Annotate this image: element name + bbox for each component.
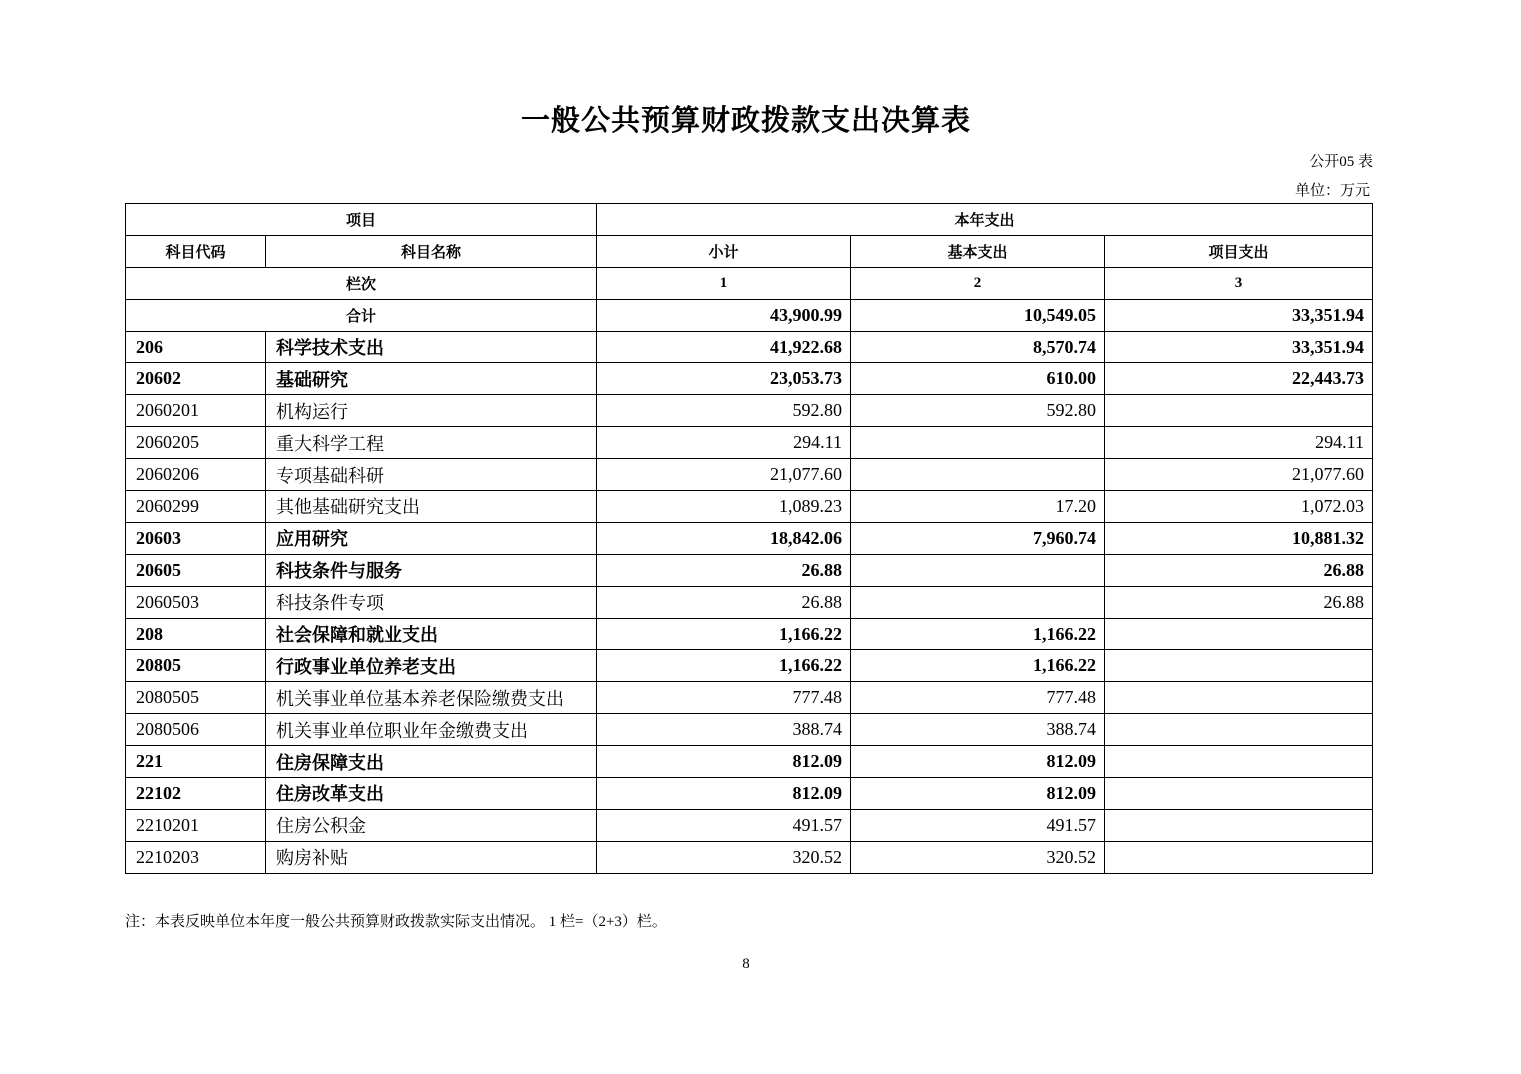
total-label: 合计 bbox=[126, 299, 597, 331]
total-subtotal: 43,900.99 bbox=[597, 299, 851, 331]
row-name: 住房保障支出 bbox=[266, 746, 597, 778]
row-basic bbox=[851, 554, 1105, 586]
table-row bbox=[126, 554, 1373, 586]
row-name: 其他基础研究支出 bbox=[266, 491, 597, 523]
row-project bbox=[1105, 841, 1373, 873]
row-subtotal: 18,842.06 bbox=[597, 522, 851, 554]
row-subtotal: 1,166.22 bbox=[597, 650, 851, 682]
table-body bbox=[126, 204, 1373, 874]
row-basic: 1,166.22 bbox=[851, 650, 1105, 682]
row-basic: 1,166.22 bbox=[851, 618, 1105, 650]
row-project bbox=[1105, 746, 1373, 778]
table-row bbox=[126, 650, 1373, 682]
table-row bbox=[126, 395, 1373, 427]
row-subtotal: 491.57 bbox=[597, 809, 851, 841]
expenditure-table bbox=[125, 203, 1373, 874]
header-row-1 bbox=[126, 204, 1373, 236]
row-code: 20805 bbox=[126, 650, 266, 682]
row-code: 2060299 bbox=[126, 491, 266, 523]
unit-label: 单位：万元 bbox=[1294, 183, 1370, 199]
row-basic: 17.20 bbox=[851, 491, 1105, 523]
header-project: 项目 bbox=[126, 204, 597, 236]
row-code: 20602 bbox=[126, 363, 266, 395]
table-row bbox=[126, 714, 1373, 746]
table-row bbox=[126, 427, 1373, 459]
row-subtotal: 1,089.23 bbox=[597, 491, 851, 523]
row-code: 2060201 bbox=[126, 395, 266, 427]
row-subtotal: 388.74 bbox=[597, 714, 851, 746]
page-number: 8 bbox=[742, 956, 750, 972]
column-index-1: 1 bbox=[597, 267, 851, 299]
header-row-2 bbox=[126, 235, 1373, 267]
table-row bbox=[126, 618, 1373, 650]
row-name: 基础研究 bbox=[266, 363, 597, 395]
row-code: 2060205 bbox=[126, 427, 266, 459]
row-project: 1,072.03 bbox=[1105, 491, 1373, 523]
row-project: 22,443.73 bbox=[1105, 363, 1373, 395]
row-name: 社会保障和就业支出 bbox=[266, 618, 597, 650]
row-code: 2060206 bbox=[126, 459, 266, 491]
row-name: 住房改革支出 bbox=[266, 778, 597, 810]
row-basic: 7,960.74 bbox=[851, 522, 1105, 554]
header-code: 科目代码 bbox=[126, 235, 266, 267]
table-row bbox=[126, 746, 1373, 778]
row-subtotal: 21,077.60 bbox=[597, 459, 851, 491]
row-name: 购房补贴 bbox=[266, 841, 597, 873]
table-row bbox=[126, 682, 1373, 714]
row-basic: 812.09 bbox=[851, 778, 1105, 810]
row-name: 专项基础科研 bbox=[266, 459, 597, 491]
row-code: 22102 bbox=[126, 778, 266, 810]
row-name: 科技条件专项 bbox=[266, 586, 597, 618]
row-subtotal: 294.11 bbox=[597, 427, 851, 459]
row-code: 2210201 bbox=[126, 809, 266, 841]
row-subtotal: 26.88 bbox=[597, 586, 851, 618]
table-row bbox=[126, 809, 1373, 841]
header-name: 科目名称 bbox=[266, 235, 597, 267]
row-code: 208 bbox=[126, 618, 266, 650]
table-note: 注：本表反映单位本年度一般公共预算财政拨款实际支出情况。 1 栏=（2+3）栏。 bbox=[125, 914, 667, 930]
row-name: 机关事业单位基本养老保险缴费支出 bbox=[266, 682, 597, 714]
row-subtotal: 1,166.22 bbox=[597, 618, 851, 650]
row-subtotal: 320.52 bbox=[597, 841, 851, 873]
row-subtotal: 812.09 bbox=[597, 746, 851, 778]
table-row bbox=[126, 331, 1373, 363]
header-subtotal: 小计 bbox=[597, 235, 851, 267]
row-project bbox=[1105, 618, 1373, 650]
row-project: 10,881.32 bbox=[1105, 522, 1373, 554]
row-basic: 320.52 bbox=[851, 841, 1105, 873]
row-name: 机关事业单位职业年金缴费支出 bbox=[266, 714, 597, 746]
row-subtotal: 812.09 bbox=[597, 778, 851, 810]
row-basic: 812.09 bbox=[851, 746, 1105, 778]
row-project bbox=[1105, 778, 1373, 810]
header-project-expense: 项目支出 bbox=[1105, 235, 1373, 267]
row-basic: 491.57 bbox=[851, 809, 1105, 841]
header-row-index bbox=[126, 267, 1373, 299]
total-row bbox=[126, 299, 1373, 331]
row-basic bbox=[851, 586, 1105, 618]
row-name: 科学技术支出 bbox=[266, 331, 597, 363]
table-row bbox=[126, 778, 1373, 810]
row-project bbox=[1105, 395, 1373, 427]
row-code: 2080505 bbox=[126, 682, 266, 714]
row-project bbox=[1105, 714, 1373, 746]
table-row bbox=[126, 459, 1373, 491]
row-project: 33,351.94 bbox=[1105, 331, 1373, 363]
table-row bbox=[126, 841, 1373, 873]
row-project: 21,077.60 bbox=[1105, 459, 1373, 491]
row-basic: 610.00 bbox=[851, 363, 1105, 395]
row-name: 机构运行 bbox=[266, 395, 597, 427]
row-code: 206 bbox=[126, 331, 266, 363]
table-row bbox=[126, 522, 1373, 554]
row-subtotal: 777.48 bbox=[597, 682, 851, 714]
total-basic: 10,549.05 bbox=[851, 299, 1105, 331]
row-basic bbox=[851, 459, 1105, 491]
header-current-year-expense: 本年支出 bbox=[597, 204, 1373, 236]
row-project: 26.88 bbox=[1105, 586, 1373, 618]
row-name: 科技条件与服务 bbox=[266, 554, 597, 586]
document-title: 一般公共预算财政拨款支出决算表 bbox=[520, 105, 971, 137]
row-code: 20603 bbox=[126, 522, 266, 554]
row-code: 221 bbox=[126, 746, 266, 778]
header-basic: 基本支出 bbox=[851, 235, 1105, 267]
row-project: 294.11 bbox=[1105, 427, 1373, 459]
row-basic: 592.80 bbox=[851, 395, 1105, 427]
column-index-2: 2 bbox=[851, 267, 1105, 299]
column-index-label: 栏次 bbox=[126, 267, 597, 299]
row-code: 2080506 bbox=[126, 714, 266, 746]
table-row bbox=[126, 363, 1373, 395]
row-project: 26.88 bbox=[1105, 554, 1373, 586]
row-basic: 777.48 bbox=[851, 682, 1105, 714]
row-code: 2210203 bbox=[126, 841, 266, 873]
row-project bbox=[1105, 682, 1373, 714]
row-subtotal: 26.88 bbox=[597, 554, 851, 586]
form-number: 公开05 表 bbox=[1309, 154, 1373, 170]
row-subtotal: 23,053.73 bbox=[597, 363, 851, 395]
row-code: 20605 bbox=[126, 554, 266, 586]
row-name: 行政事业单位养老支出 bbox=[266, 650, 597, 682]
row-subtotal: 592.80 bbox=[597, 395, 851, 427]
row-project bbox=[1105, 650, 1373, 682]
row-subtotal: 41,922.68 bbox=[597, 331, 851, 363]
table-row bbox=[126, 586, 1373, 618]
table-row bbox=[126, 491, 1373, 523]
row-name: 重大科学工程 bbox=[266, 427, 597, 459]
row-basic: 8,570.74 bbox=[851, 331, 1105, 363]
row-name: 住房公积金 bbox=[266, 809, 597, 841]
total-project: 33,351.94 bbox=[1105, 299, 1373, 331]
row-basic: 388.74 bbox=[851, 714, 1105, 746]
row-basic bbox=[851, 427, 1105, 459]
row-name: 应用研究 bbox=[266, 522, 597, 554]
column-index-3: 3 bbox=[1105, 267, 1373, 299]
row-project bbox=[1105, 809, 1373, 841]
row-code: 2060503 bbox=[126, 586, 266, 618]
